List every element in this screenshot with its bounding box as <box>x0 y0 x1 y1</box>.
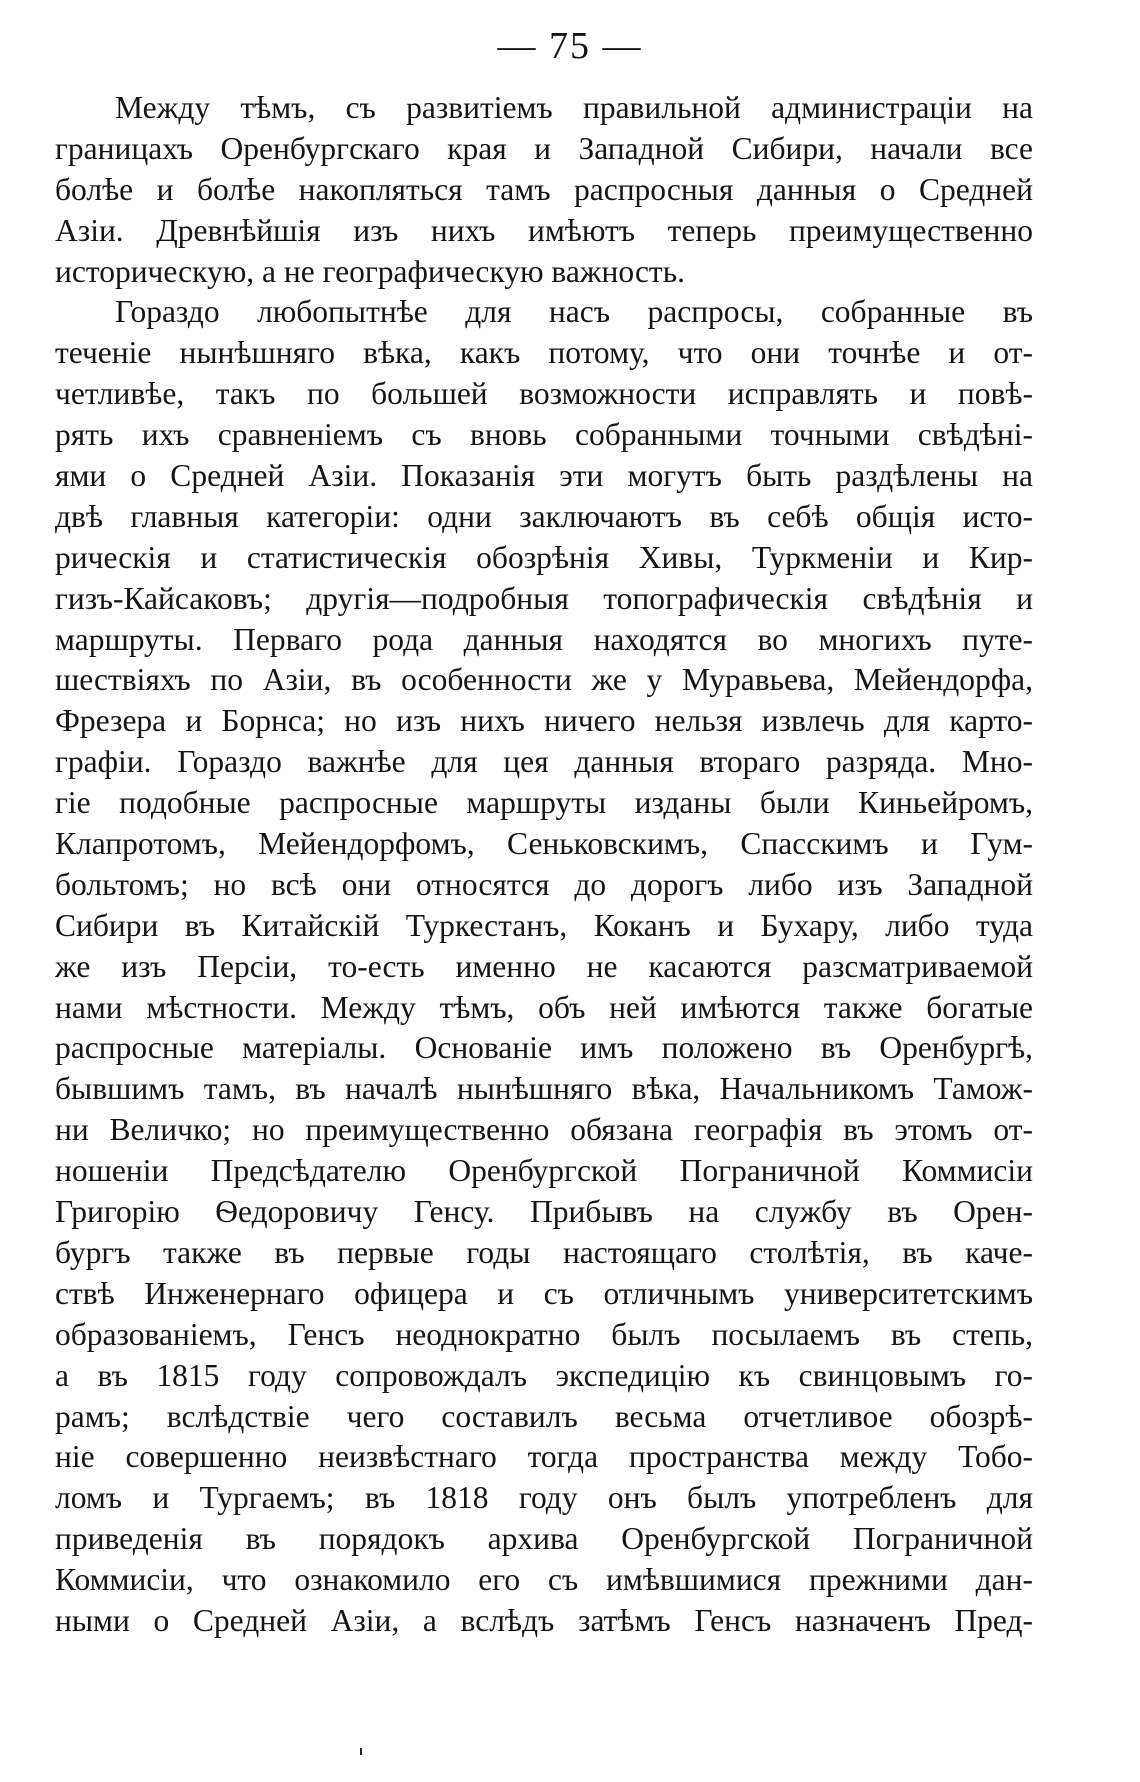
text-line: же изъ Персіи, то-есть именно не касаются разсматриваемой <box>55 948 1033 984</box>
text-line: ными о Средней Азіи, а вслѣдъ затѣмъ Генсъ назначенъ Пред- <box>55 1602 1033 1638</box>
text-line: ломъ и Тургаемъ; въ 1818 году онъ былъ употребленъ для <box>55 1480 1033 1516</box>
text-line: Коммисіи, что ознакомило его съ имѣвшимися прежними дан- <box>55 1562 1033 1598</box>
text-line: двѣ главныя категоріи: одни заключаютъ въ себѣ общія исто- <box>55 498 1033 534</box>
text-line: рамъ; вслѣдствіе чего составилъ весьма отчетливое обозрѣ- <box>55 1398 1033 1434</box>
text-line: гизъ-Кайсаковъ; другія—подробныя топографическія свѣдѣнія и <box>55 580 1033 616</box>
text-line: рическія и статистическія обозрѣнія Хивы, Туркменіи и Кир- <box>55 539 1033 575</box>
text-line <box>55 1642 1033 1683</box>
text-line: графіи. Гораздо важнѣе для цея данныя втораго разряда. Мно- <box>55 744 1033 780</box>
text-line: бургъ также въ первые годы настоящаго столѣтія, въ каче- <box>55 1234 1033 1270</box>
text-line: ствѣ Инженернаго офицера и съ отличнымъ университетскимъ <box>55 1275 1033 1311</box>
text-line: бывшимъ тамъ, въ началѣ нынѣшняго вѣка, Начальникомъ Тамож- <box>55 1071 1033 1107</box>
text-line: четливѣе, такъ по большей возможности исправлять и повѣ- <box>55 376 1033 412</box>
text-line: теченіе нынѣшняго вѣка, какъ потому, что они точнѣе и от- <box>55 335 1033 371</box>
text-line: Клапротомъ, Мейендорфомъ, Сеньковскимъ, Спасскимъ и Гум- <box>55 826 1033 862</box>
text-line: образованіемъ, Генсъ неоднократно былъ посылаемъ въ степь, <box>55 1316 1033 1352</box>
text-line: границахъ Оренбургскаго края и Западной Сибири, начали все <box>55 130 1033 166</box>
page-number: — 75 — <box>497 25 643 67</box>
text-line: Азіи. Древнѣйшія изъ нихъ имѣютъ теперь преимущественно <box>55 212 1033 248</box>
text-line: Сибири въ Китайскій Туркестанъ, Коканъ и Бухару, либо туда <box>55 907 1033 943</box>
text-line: Гораздо любопытнѣе для насъ распросы, собранные въ <box>115 294 1033 330</box>
text-line: рять ихъ сравненіемъ съ вновь собранными точными свѣдѣні- <box>55 417 1033 453</box>
text-line: ношеніи Предсѣдателю Оренбургской Пограничной Коммисіи <box>55 1153 1033 1189</box>
print-speck <box>360 1748 362 1755</box>
text-line: а въ 1815 году сопровождалъ экспедицію къ свинцовымъ го- <box>55 1357 1033 1393</box>
text-line: ніе совершенно неизвѣстнаго тогда пространства между Тобо- <box>55 1439 1033 1475</box>
text-line: распросные матеріалы. Основаніе имъ положено въ Оренбургѣ, <box>55 1030 1033 1066</box>
text-line: Григорію Ѳедоровичу Генсу. Прибывъ на службу въ Орен- <box>55 1194 1033 1230</box>
text-line: Фрезера и Борнса; но изъ нихъ ничего нельзя извлечь для карто- <box>55 703 1033 739</box>
text-line: маршруты. Перваго рода данныя находятся во многихъ путе- <box>55 621 1033 657</box>
body-text <box>55 88 1033 1683</box>
paragraph-1 <box>55 88 1033 292</box>
text-line: гіе подобные распросные маршруты изданы были Киньейромъ, <box>55 785 1033 821</box>
text-line: историческую, а не географическую важность. <box>55 253 685 289</box>
text-line: приведенія въ порядокъ архива Оренбургской Пограничной <box>55 1521 1033 1557</box>
text-line: шествіяхъ по Азіи, въ особенности же у Муравьева, Мейендорфа, <box>55 662 1033 698</box>
paragraph-2 <box>55 292 1033 1682</box>
text-line: больтомъ; но всѣ они относятся до дорогъ либо изъ Западной <box>55 866 1033 902</box>
text-line: ни Величко; но преимущественно обязана географія въ этомъ от- <box>55 1112 1033 1148</box>
text-line: нами мѣстности. Между тѣмъ, объ ней имѣются также богатые <box>55 989 1033 1025</box>
text-line: Между тѣмъ, съ развитіемъ правильной администраціи на <box>115 90 1033 125</box>
text-line: ями о Средней Азіи. Показанія эти могутъ быть раздѣлены на <box>55 458 1033 494</box>
text-line: болѣе и болѣе накопляться тамъ распросныя данныя о Средней <box>55 171 1033 207</box>
